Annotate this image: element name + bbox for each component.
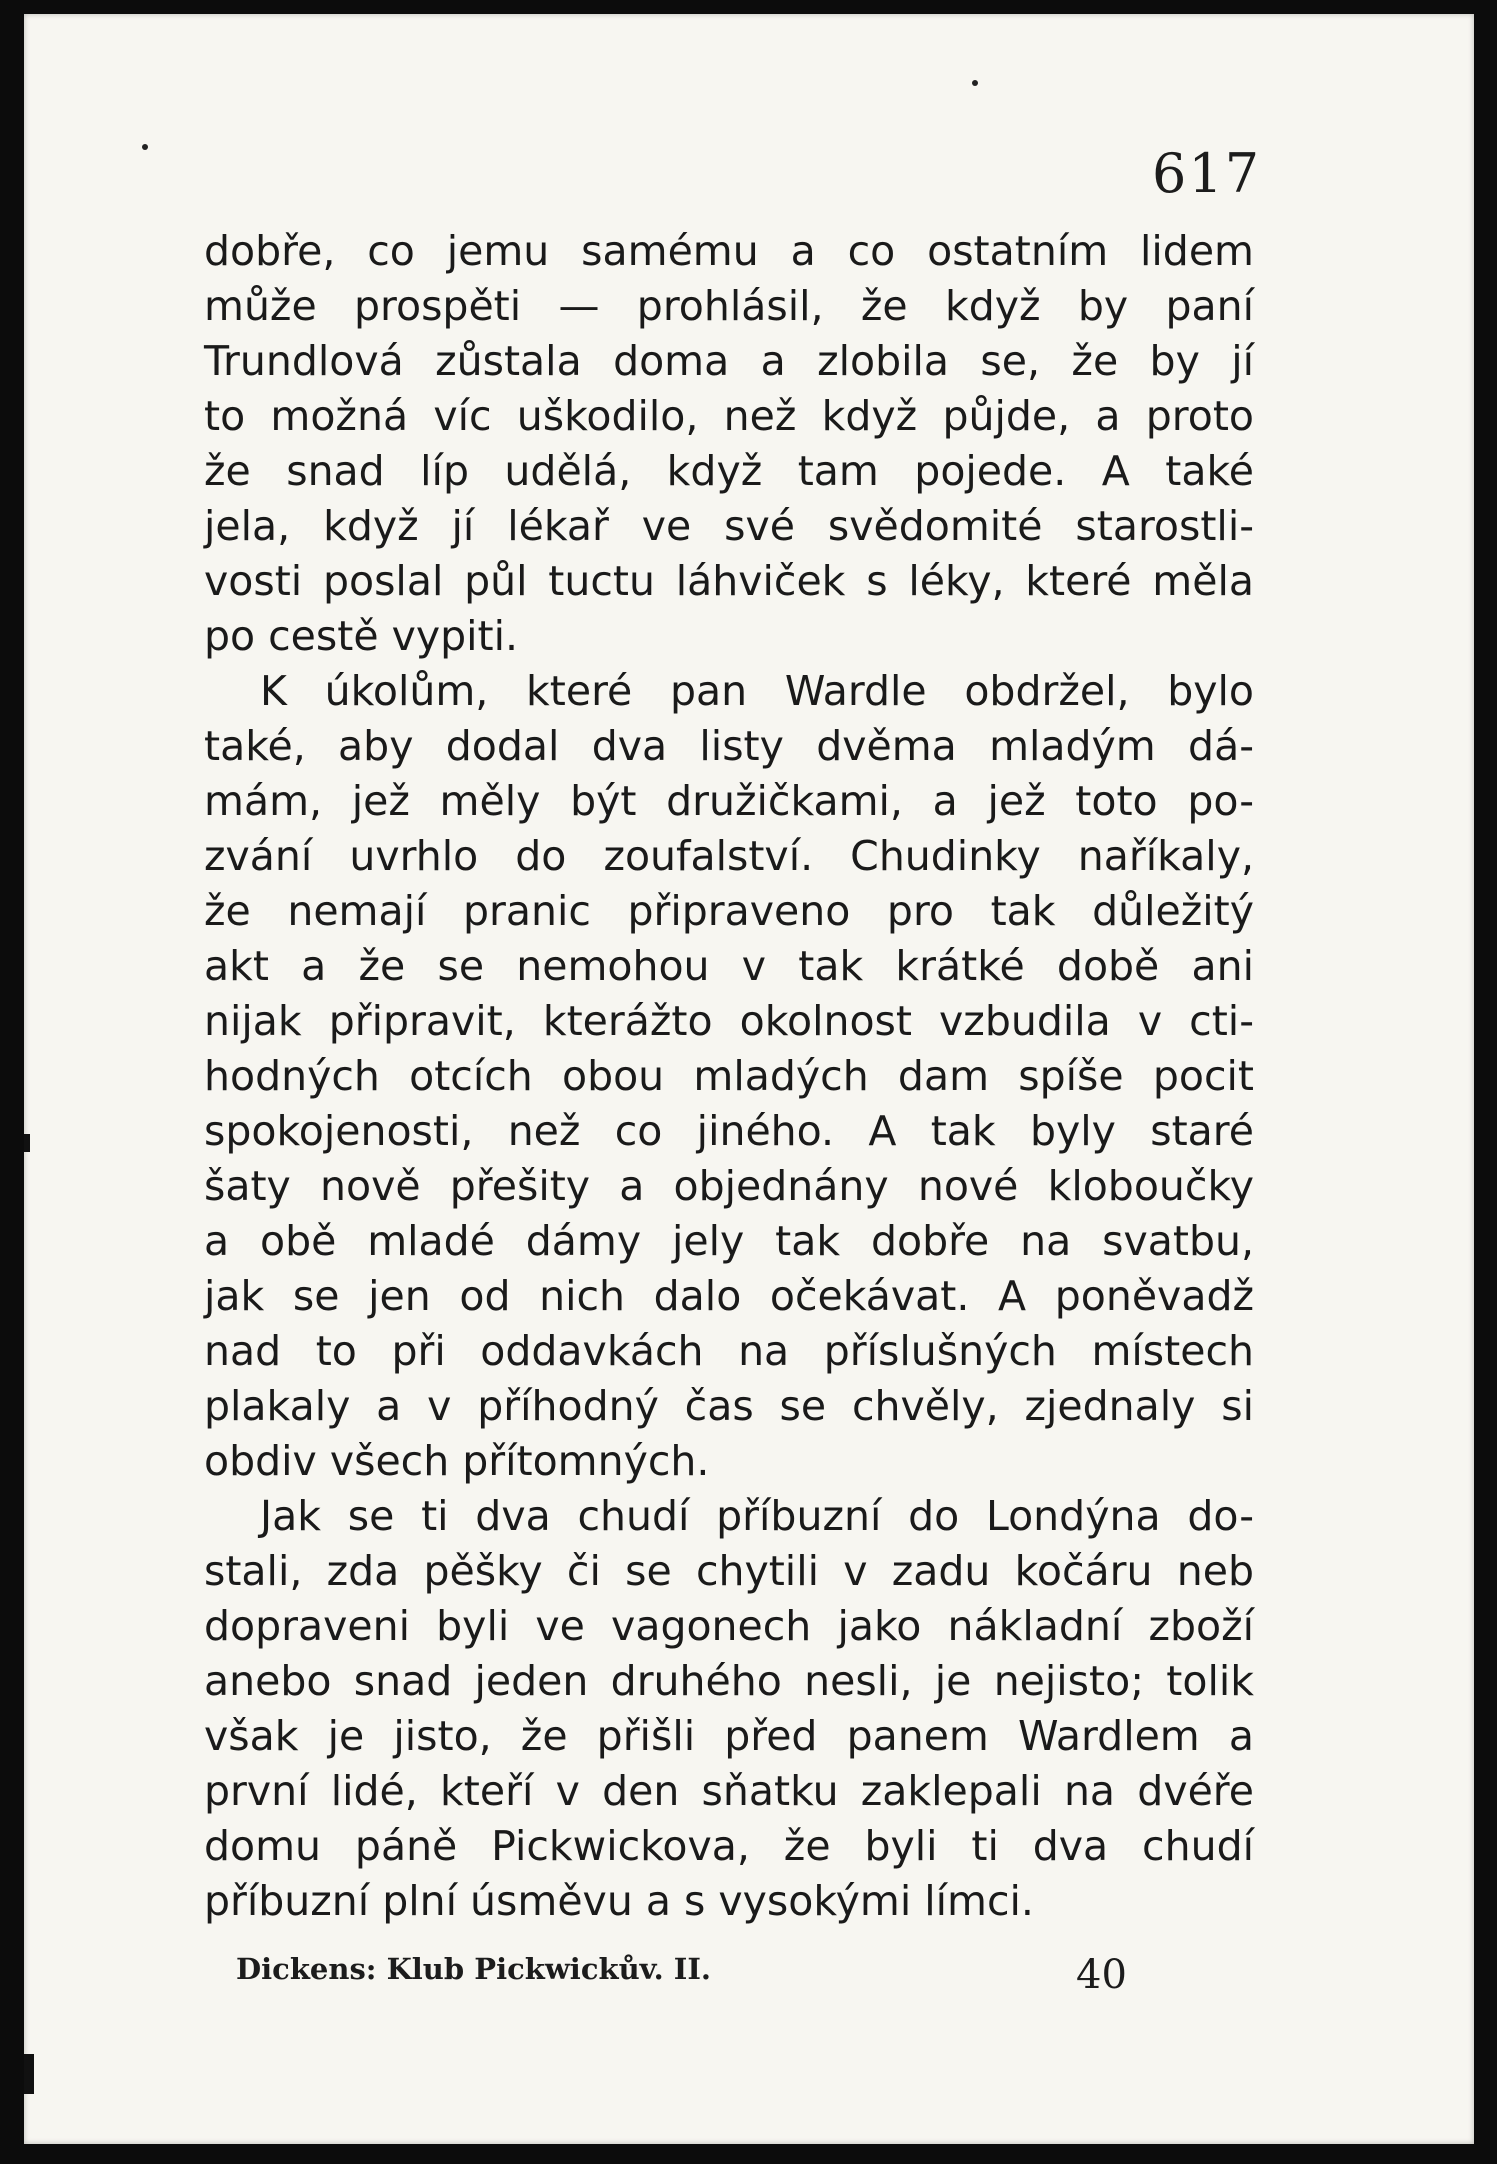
text-line: K úkolům, které pan Wardle obdržel, bylo (260, 667, 1254, 715)
text-line: dopraveni byli ve vagonech jako nákladní zboží (204, 1602, 1254, 1650)
speck-mark (972, 80, 978, 86)
paragraph-2 (204, 664, 1254, 1489)
text-line: nad to při oddavkách na příslušných místech (204, 1327, 1254, 1375)
text-line: první lidé, kteří v den sňatku zaklepali na dvéře (204, 1767, 1254, 1815)
text-line: spokojenosti, než co jiného. A tak byly staré (204, 1107, 1254, 1155)
text-line: anebo snad jeden druhého nesli, je nejisto; tolik (204, 1657, 1254, 1705)
text-line: jak se jen od nich dalo očekávat. A poněvadž (204, 1272, 1254, 1320)
text-line: nijak připravit, kterážto okolnost vzbudila v cti- (204, 997, 1254, 1045)
text-line: stali, zda pěšky či se chytili v zadu kočáru neb (204, 1547, 1254, 1595)
text-line: příbuzní plní úsměvu a s vysokými límci. (204, 1877, 1034, 1925)
text-line: jela, když jí lékař ve své svědomité starostli- (204, 502, 1254, 550)
footer-signature-line: Dickens: Klub Pickwickův. II. (236, 1952, 712, 1986)
text-line: že nemají pranic připraveno pro tak důležitý (204, 887, 1254, 935)
text-line: vosti poslal půl tuctu láhviček s léky, které měla (204, 557, 1254, 605)
text-line: domu páně Pickwickova, že byli ti dva chudí (204, 1822, 1254, 1870)
printer-signature-mark: 40 (1076, 1952, 1127, 1998)
text-line: Jak se ti dva chudí příbuzní do Londýna do- (260, 1492, 1254, 1540)
text-line: akt a že se nemohou v tak krátké době ani (204, 942, 1254, 990)
text-line: hodných otcích obou mladých dam spíše pocit (204, 1052, 1254, 1100)
paragraph-3 (204, 1489, 1254, 1929)
paragraph-1 (204, 224, 1254, 664)
speck-mark (142, 144, 148, 150)
text-line: to možná víc uškodilo, než když půjde, a proto (204, 392, 1254, 440)
text-line: plakaly a v příhodný čas se chvěly, zjednaly si (204, 1382, 1254, 1430)
text-line: zvání uvrhlo do zoufalství. Chudinky naříkaly, (204, 832, 1254, 880)
text-line: mám, jež měly být družičkami, a jež toto po- (204, 777, 1254, 825)
text-line: také, aby dodal dva listy dvěma mladým dá- (204, 722, 1254, 770)
text-line: šaty nově přešity a objednány nové kloboučky (204, 1162, 1254, 1210)
text-line: však je jisto, že přišli před panem Wardlem a (204, 1712, 1254, 1760)
text-line: dobře, co jemu samému a co ostatním lidem (204, 227, 1254, 275)
book-page (24, 14, 1474, 2144)
body-text (204, 224, 1254, 1929)
binding-edge-mark (24, 2054, 34, 2094)
text-line: a obě mladé dámy jely tak dobře na svatbu, (204, 1217, 1254, 1265)
text-line: že snad líp udělá, když tam pojede. A také (204, 447, 1254, 495)
text-line: obdiv všech přítomných. (204, 1437, 710, 1485)
text-line: může prospěti — prohlásil, že když by paní (204, 282, 1254, 330)
text-line: po cestě vypiti. (204, 612, 519, 660)
page-number: 617 (1152, 142, 1262, 205)
text-line: Trundlová zůstala doma a zlobila se, že by jí (204, 337, 1254, 385)
binding-edge-mark (24, 1134, 30, 1152)
